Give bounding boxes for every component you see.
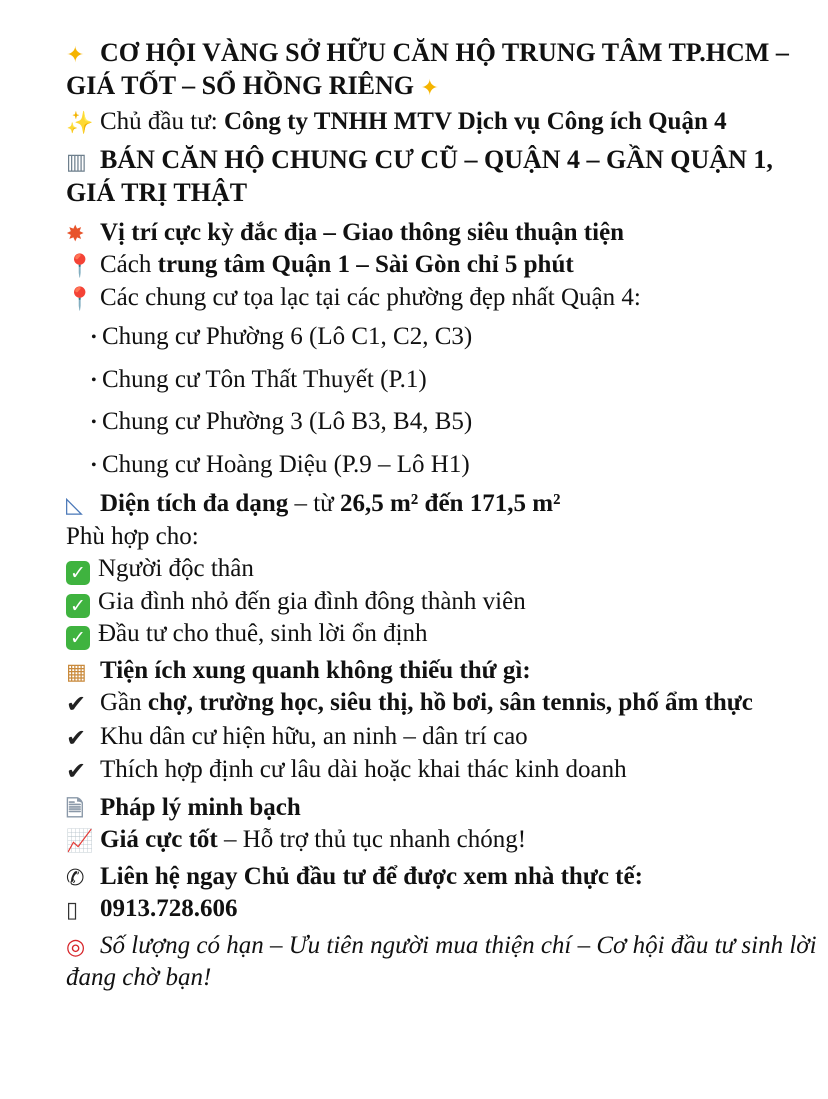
- area-line: [66, 488, 828, 521]
- school-building-icon: ▦: [66, 659, 87, 685]
- check-mark-icon: ✔: [66, 723, 87, 752]
- phone-number-line: [66, 893, 828, 926]
- check-box-icon: ✓: [66, 594, 90, 618]
- sale-heading-text: BÁN CĂN HỘ CHUNG CƯ CŨ – QUẬN 4 – GẦN QUẬN 1, GIÁ TRỊ THẬT: [66, 144, 773, 207]
- suitable-item: ✓ Người độc thân: [66, 553, 828, 586]
- investor-label: Chủ đầu tư:: [100, 108, 224, 135]
- collision-icon: ✸: [66, 221, 85, 247]
- amenity-item: ✔ Thích hợp định cư lâu dài hoặc khai thác kinh doanh: [66, 754, 828, 788]
- check-mark-icon: ✔: [66, 757, 87, 785]
- mobile-phone-icon: ▯: [66, 898, 79, 923]
- suitable-item: ✓ Đầu tư cho thuê, sinh lời ổn định: [66, 618, 828, 651]
- contact-line: ✆ Liên hệ ngay Chủ đầu tư để được xem nhà thực tế:: [66, 862, 643, 891]
- amenities-heading-text: Tiện ích xung quanh không thiếu thứ gì:: [100, 656, 531, 684]
- closing-line: ◎ Số lượng có hạn – Ưu tiên người mua thiện chí – Cơ hội đầu tư sinh lời đang chờ bạn!: [66, 931, 817, 991]
- distance-bold: trung tâm Quận 1 – Sài Gòn chỉ 5 phút: [157, 251, 574, 278]
- building-item: • Chung cư Phường 6 (Lô C1, C2, C3): [91, 323, 473, 350]
- check-box-icon: ✓: [66, 561, 90, 585]
- glowing-star-icon: ✦: [420, 76, 439, 101]
- investor-name: Công ty TNHH MTV Dịch vụ Công ích Quận 4: [223, 108, 727, 135]
- area-label: Diện tích đa dạng: [100, 490, 289, 517]
- suitable-title: Phù hợp cho:: [66, 522, 199, 550]
- office-building-icon: ▥: [66, 149, 87, 175]
- location-heading: [66, 217, 828, 250]
- legal-line: 🗎 Pháp lý minh bạch: [66, 793, 301, 822]
- document-icon: 🗎: [66, 796, 84, 822]
- amenity-item: ✔ Gần chợ, trường học, siêu thị, hồ bơi, sân tennis, phố ẩm thực: [66, 687, 828, 721]
- triangular-ruler-icon: ◺: [66, 493, 83, 518]
- check-mark-icon: ✔: [66, 690, 87, 718]
- investor-line: [66, 106, 828, 139]
- direct-hit-icon: ◎: [66, 934, 86, 960]
- pushpin-icon: 📍: [66, 254, 94, 279]
- check-box-icon: ✓: [66, 626, 90, 650]
- chart-increasing-icon: 📈: [66, 829, 94, 854]
- amenities-heading: [66, 655, 828, 688]
- telephone-receiver-icon: ✆: [66, 865, 85, 891]
- building-item: • Chung cư Phường 3 (Lô B3, B4, B5): [91, 408, 473, 435]
- building-item: • Chung cư Hoàng Diệu (P.9 – Lô H1): [91, 450, 470, 478]
- wards-text: Các chung cư tọa lạc tại các phường đẹp nhất Quận 4:: [100, 283, 641, 311]
- sparkles-icon: ✨: [66, 111, 94, 136]
- amenity-item: ✔ Khu dân cư hiện hữu, an ninh – dân trí cao: [66, 721, 828, 755]
- suitable-item: ✓ Gia đình nhỏ đến gia đình đông thành viên: [66, 586, 828, 619]
- wards-line: [66, 282, 828, 315]
- building-item: • Chung cư Tôn Thất Thuyết (P.1): [91, 365, 427, 393]
- area-range: 26,5 m² đến 171,5 m²: [339, 490, 561, 517]
- phone-number: 0913.728.606: [100, 895, 238, 922]
- area-middle: – từ: [288, 490, 340, 517]
- headline: [66, 36, 828, 102]
- sale-heading: [66, 143, 828, 209]
- pushpin-icon: 📍: [66, 286, 94, 312]
- location-heading-text: Vị trí cực kỳ đắc địa – Giao thông siêu thuận tiện: [100, 218, 625, 246]
- glowing-star-icon: ✦: [66, 43, 85, 68]
- distance-line: [66, 249, 828, 282]
- headline-text: CƠ HỘI VÀNG SỞ HỮU CĂN HỘ TRUNG TÂM TP.HCM – GIÁ TỐT – SỔ HỒNG RIÊNG: [66, 38, 789, 100]
- price-line: 📈 Giá cực tốt – Hỗ trợ thủ tục nhanh chóng!: [66, 826, 527, 854]
- distance-prefix: Cách: [100, 251, 158, 278]
